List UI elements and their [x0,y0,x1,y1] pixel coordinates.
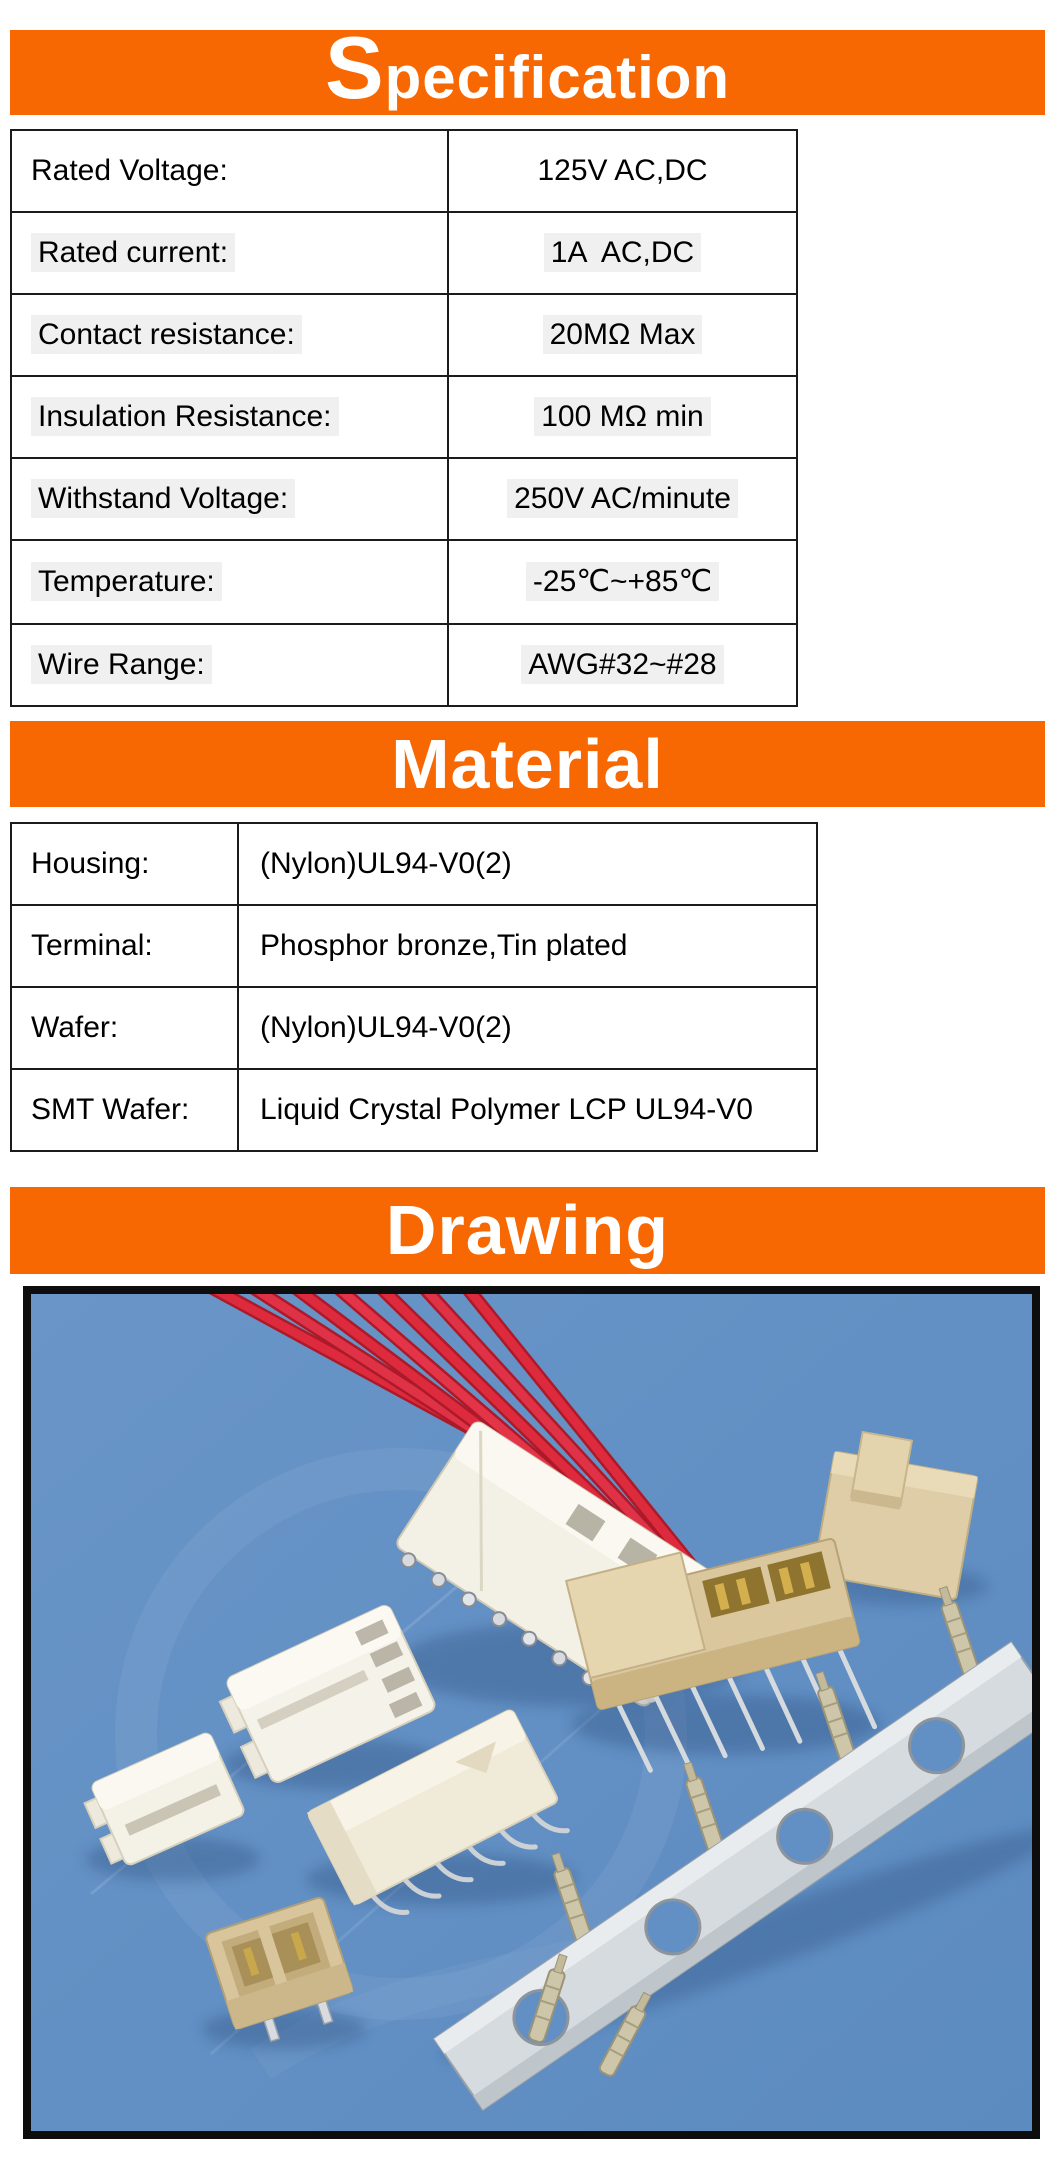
spec-value-cell [448,376,797,458]
spec-value-cell [448,540,797,624]
spec-label: Temperature: [31,562,222,601]
spec-row [11,376,797,458]
spec-value: 250V AC/minute [507,479,738,518]
spec-label-cell [11,458,448,540]
material-label: Housing: [31,847,150,880]
material-banner [10,721,1045,807]
material-value-cell [238,1069,817,1151]
spec-value: 125V AC,DC [537,153,708,187]
specification-banner [10,18,1045,117]
drawing-title: Drawing [385,1191,670,1269]
spec-label-cell [11,212,448,294]
material-row [11,1069,817,1151]
spec-label: Contact resistance: [31,315,302,354]
spec-row [11,624,797,706]
material-row [11,823,817,905]
material-title: Material [391,724,664,803]
spec-value: -25℃~+85℃ [526,562,719,601]
spec-value: 100 MΩ min [534,397,710,436]
spec-value-cell [448,624,797,706]
spec-value-cell [448,294,797,376]
spec-value-cell [448,458,797,540]
material-value: Liquid Crystal Polymer LCP UL94-V0 [260,1093,753,1126]
material-label-cell [11,905,238,987]
spec-value: 1A AC,DC [544,233,701,272]
spec-row [11,540,797,624]
material-row [11,905,817,987]
spec-label: Rated current: [31,233,235,272]
spec-label: Rated Voltage: [31,153,228,187]
material-value-cell [238,905,817,987]
material-label: Terminal: [31,929,153,962]
material-label: Wafer: [31,1011,119,1044]
material-row [11,987,817,1069]
spec-value-cell [448,212,797,294]
material-table [10,822,818,1152]
material-label-cell [11,823,238,905]
spec-row [11,212,797,294]
specification-title: Specification [324,18,731,117]
product-photo [23,1286,1040,2139]
spec-label: Wire Range: [31,645,212,684]
spec-label-cell [11,294,448,376]
spec-label-cell [11,624,448,706]
spec-label-cell [11,540,448,624]
material-value: (Nylon)UL94-V0(2) [260,1011,512,1044]
material-label-cell [11,1069,238,1151]
material-value-cell [238,987,817,1069]
drawing-banner [10,1187,1045,1274]
specification-table [10,129,798,707]
spec-value: AWG#32~#28 [521,645,723,684]
material-value-cell [238,823,817,905]
spec-value: 20MΩ Max [543,315,703,354]
material-label: SMT Wafer: [31,1093,190,1126]
material-value: (Nylon)UL94-V0(2) [260,847,512,880]
spec-label-cell [11,130,448,212]
material-value: Phosphor bronze,Tin plated [260,929,628,962]
spec-row [11,130,797,212]
spec-label-cell [11,376,448,458]
spec-row [11,458,797,540]
material-label-cell [11,987,238,1069]
spec-value-cell [448,130,797,212]
spec-row [11,294,797,376]
spec-label: Withstand Voltage: [31,479,295,518]
spec-label: Insulation Resistance: [31,397,339,436]
